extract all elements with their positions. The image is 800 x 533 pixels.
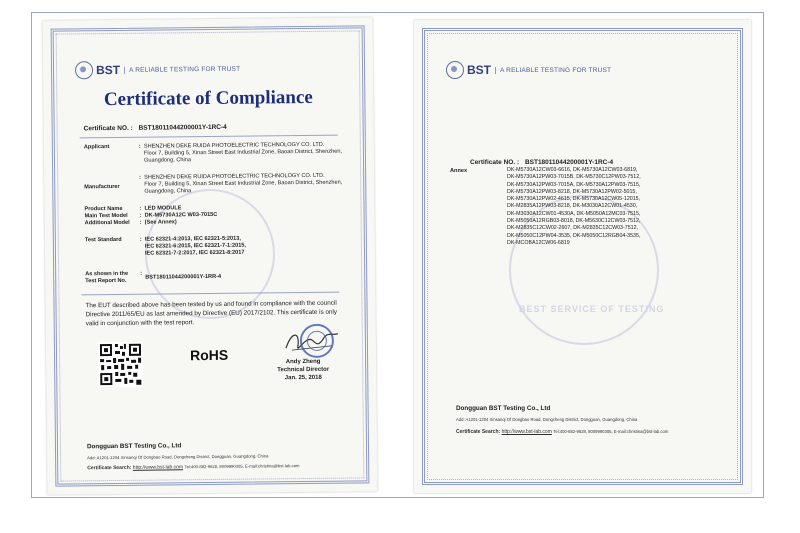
field-value: (See Annex): [144, 219, 177, 226]
logo-tagline: A RELIABLE TESTING FOR TRUST: [495, 67, 611, 74]
footer-search-label: Certificate Search:: [456, 429, 501, 435]
annex-line: DK-M5050A12RGB03-8018, DK-M5630C12CW03-7512,: [507, 218, 641, 225]
annex-line: DK-M5730A12PW03-8218, DK-M5730A12PW02-5015,: [507, 188, 637, 195]
footer-address: Add: A1201-1204 Xinsanqi Of Dongbao Road, Dongcheng District, Dongguan, Guangdong, China: [87, 453, 269, 461]
certificate-page-left: [43, 17, 378, 494]
field-value: BST18011044200001Y-1RR-4: [145, 273, 222, 281]
field-label: Manufacturer: [84, 183, 120, 191]
logo-tagline: A RELIABLE TESTING FOR TRUST: [124, 65, 240, 73]
signer-title: Technical Director: [277, 366, 330, 374]
field-test-report: [85, 269, 335, 288]
annex-model-list: [507, 167, 641, 247]
rohs-mark: RoHS: [189, 346, 229, 364]
field-value: DK-M5730A12C W03-7015C: [144, 211, 218, 219]
footer-contact: Tel:400-882-9628, 8009990305, E-mail:christina@bst-lab.com: [553, 429, 669, 434]
field-colon: :: [139, 219, 142, 226]
certificate-page-right: [414, 20, 751, 493]
footer-search: [456, 429, 668, 435]
sign-date: Jan. 25, 2018: [284, 374, 322, 382]
field-value: IEC 62321-4:2013, IEC 62321-5:2013, IEC 62321-6:2015, IEC 62321-7-1:2015, IEC 62321-7-2:2017, IEC 62321-8:2017: [144, 235, 247, 257]
annex-line: DK-M5730A12PW03-7015B, DK-M5730C12PW03-7512,: [507, 174, 641, 181]
certificate-no-label: Certificate NO. :: [83, 124, 133, 133]
certificate-number: [84, 124, 227, 132]
signer-name: Andy Zheng: [285, 358, 321, 366]
field-colon: :: [139, 236, 142, 243]
field-label: Main Test Model: [84, 212, 128, 220]
signer-block: [258, 358, 348, 383]
field-colon: :: [139, 174, 142, 181]
annex-line: DK-M3030A12CW01-4530A, DK-M5050A12MC03-7515,: [507, 210, 641, 217]
footer-company: Dongguan BST Testing Co., Ltd: [86, 442, 182, 451]
field-label: Additional Model: [84, 219, 130, 227]
official-stamp-icon: [300, 324, 334, 358]
field-label: As shown in the Test Report No.: [85, 270, 129, 285]
field-manufacturer: [84, 172, 343, 206]
field-label: Test Standard: [84, 236, 122, 244]
field-value: SHENZHEN DEKE RUIDA PHOTOELECTRIC TECHNOLOGY CO. LTD. Floor 7, Building 5, Xinan Street East Industrial Zone, Baoan District, Shenzhen, Guangdong, China: [143, 141, 343, 164]
footer-address: Add: A1201-1204 Xinsanqi Of Dongbao Road, Dongcheng District, Dongguan, Guangdong, China: [456, 417, 638, 422]
annex-label: Annex: [450, 168, 468, 174]
watermark-text: BEST SERVICE OF TESTING: [519, 304, 665, 314]
qr-code-icon: [98, 342, 143, 387]
field-value: SHENZHEN DEKE RUIDA PHOTOELECTRIC TECHNOLOGY CO. LTD. Floor 7, Building 5, Xinan Street East Industrial Zone, Baoan District, Shenzhen, Guangdong, China: [144, 172, 343, 195]
field-colon: :: [140, 270, 143, 277]
certificate-no-value: BST18011044200001Y-1RC-4: [138, 123, 227, 132]
certificate-number: [470, 159, 613, 166]
certificate-title: Certificate of Compliance: [103, 86, 313, 111]
compliance-statement: The EUT described above has been tested by us and found in compliance with the council Directive 2011/65/EU as last amended by Directive (EU) 2017/2102. This certificate is only valid in conjunction with the test report.: [85, 299, 338, 328]
bst-seal-icon: [75, 61, 93, 79]
certificate-no-value: BST18011044200001Y-1RC-4: [524, 159, 614, 166]
bst-logo: [446, 61, 611, 79]
logo-brand: BST: [467, 63, 491, 77]
field-colon: :: [139, 205, 142, 212]
field-colon: :: [138, 143, 141, 150]
annex-line: DK-M2835C12CW02-2607, DK-M2835C12CW03-7512,: [507, 225, 639, 232]
field-applicant: [83, 141, 343, 175]
field-colon: :: [139, 212, 142, 219]
field-test-standard: [85, 235, 335, 262]
annex-line: DK-MCOBA12CW06-6819: [507, 239, 570, 246]
certificate-no-label: Certificate NO. :: [470, 159, 520, 166]
field-value: LED MODULE: [144, 205, 182, 212]
footer-company: Dongguan BST Testing Co., Ltd: [456, 405, 551, 412]
footer-contact: Tel:400-882-9628, 8009990305, E-mail:christina@bst-lab.com: [184, 463, 300, 470]
footer-search-label: Certificate Search:: [87, 464, 132, 472]
annex-line: DK-M2835A12PW03-8218, DK-M3030A12CW01-4530,: [507, 203, 638, 210]
field-label: Applicant: [83, 144, 110, 151]
bst-seal-icon: [446, 61, 464, 79]
annex-line: DK-M5730A12CW03-6616, DK-M5730A12CW03-6819,: [507, 167, 638, 173]
logo-brand: BST: [95, 62, 121, 78]
footer-search-url[interactable]: http://www.bst-lab.com: [501, 429, 552, 435]
annex-line: DK-M5730A12PW03-7015A, DK-M5730A12PW03-7515,: [507, 181, 641, 188]
footer-search-url[interactable]: http://www.bst-lab.com: [132, 464, 184, 471]
annex-line: DK-M5050C12PW04-3535, DK-M5050C12RGB04-3535,: [507, 232, 641, 239]
bst-logo: [75, 60, 240, 80]
annex-line: DK-M5730A12PW02-4615, DK-M5730A12CW05-12015,: [507, 196, 641, 203]
field-label: Product Name: [84, 205, 123, 213]
